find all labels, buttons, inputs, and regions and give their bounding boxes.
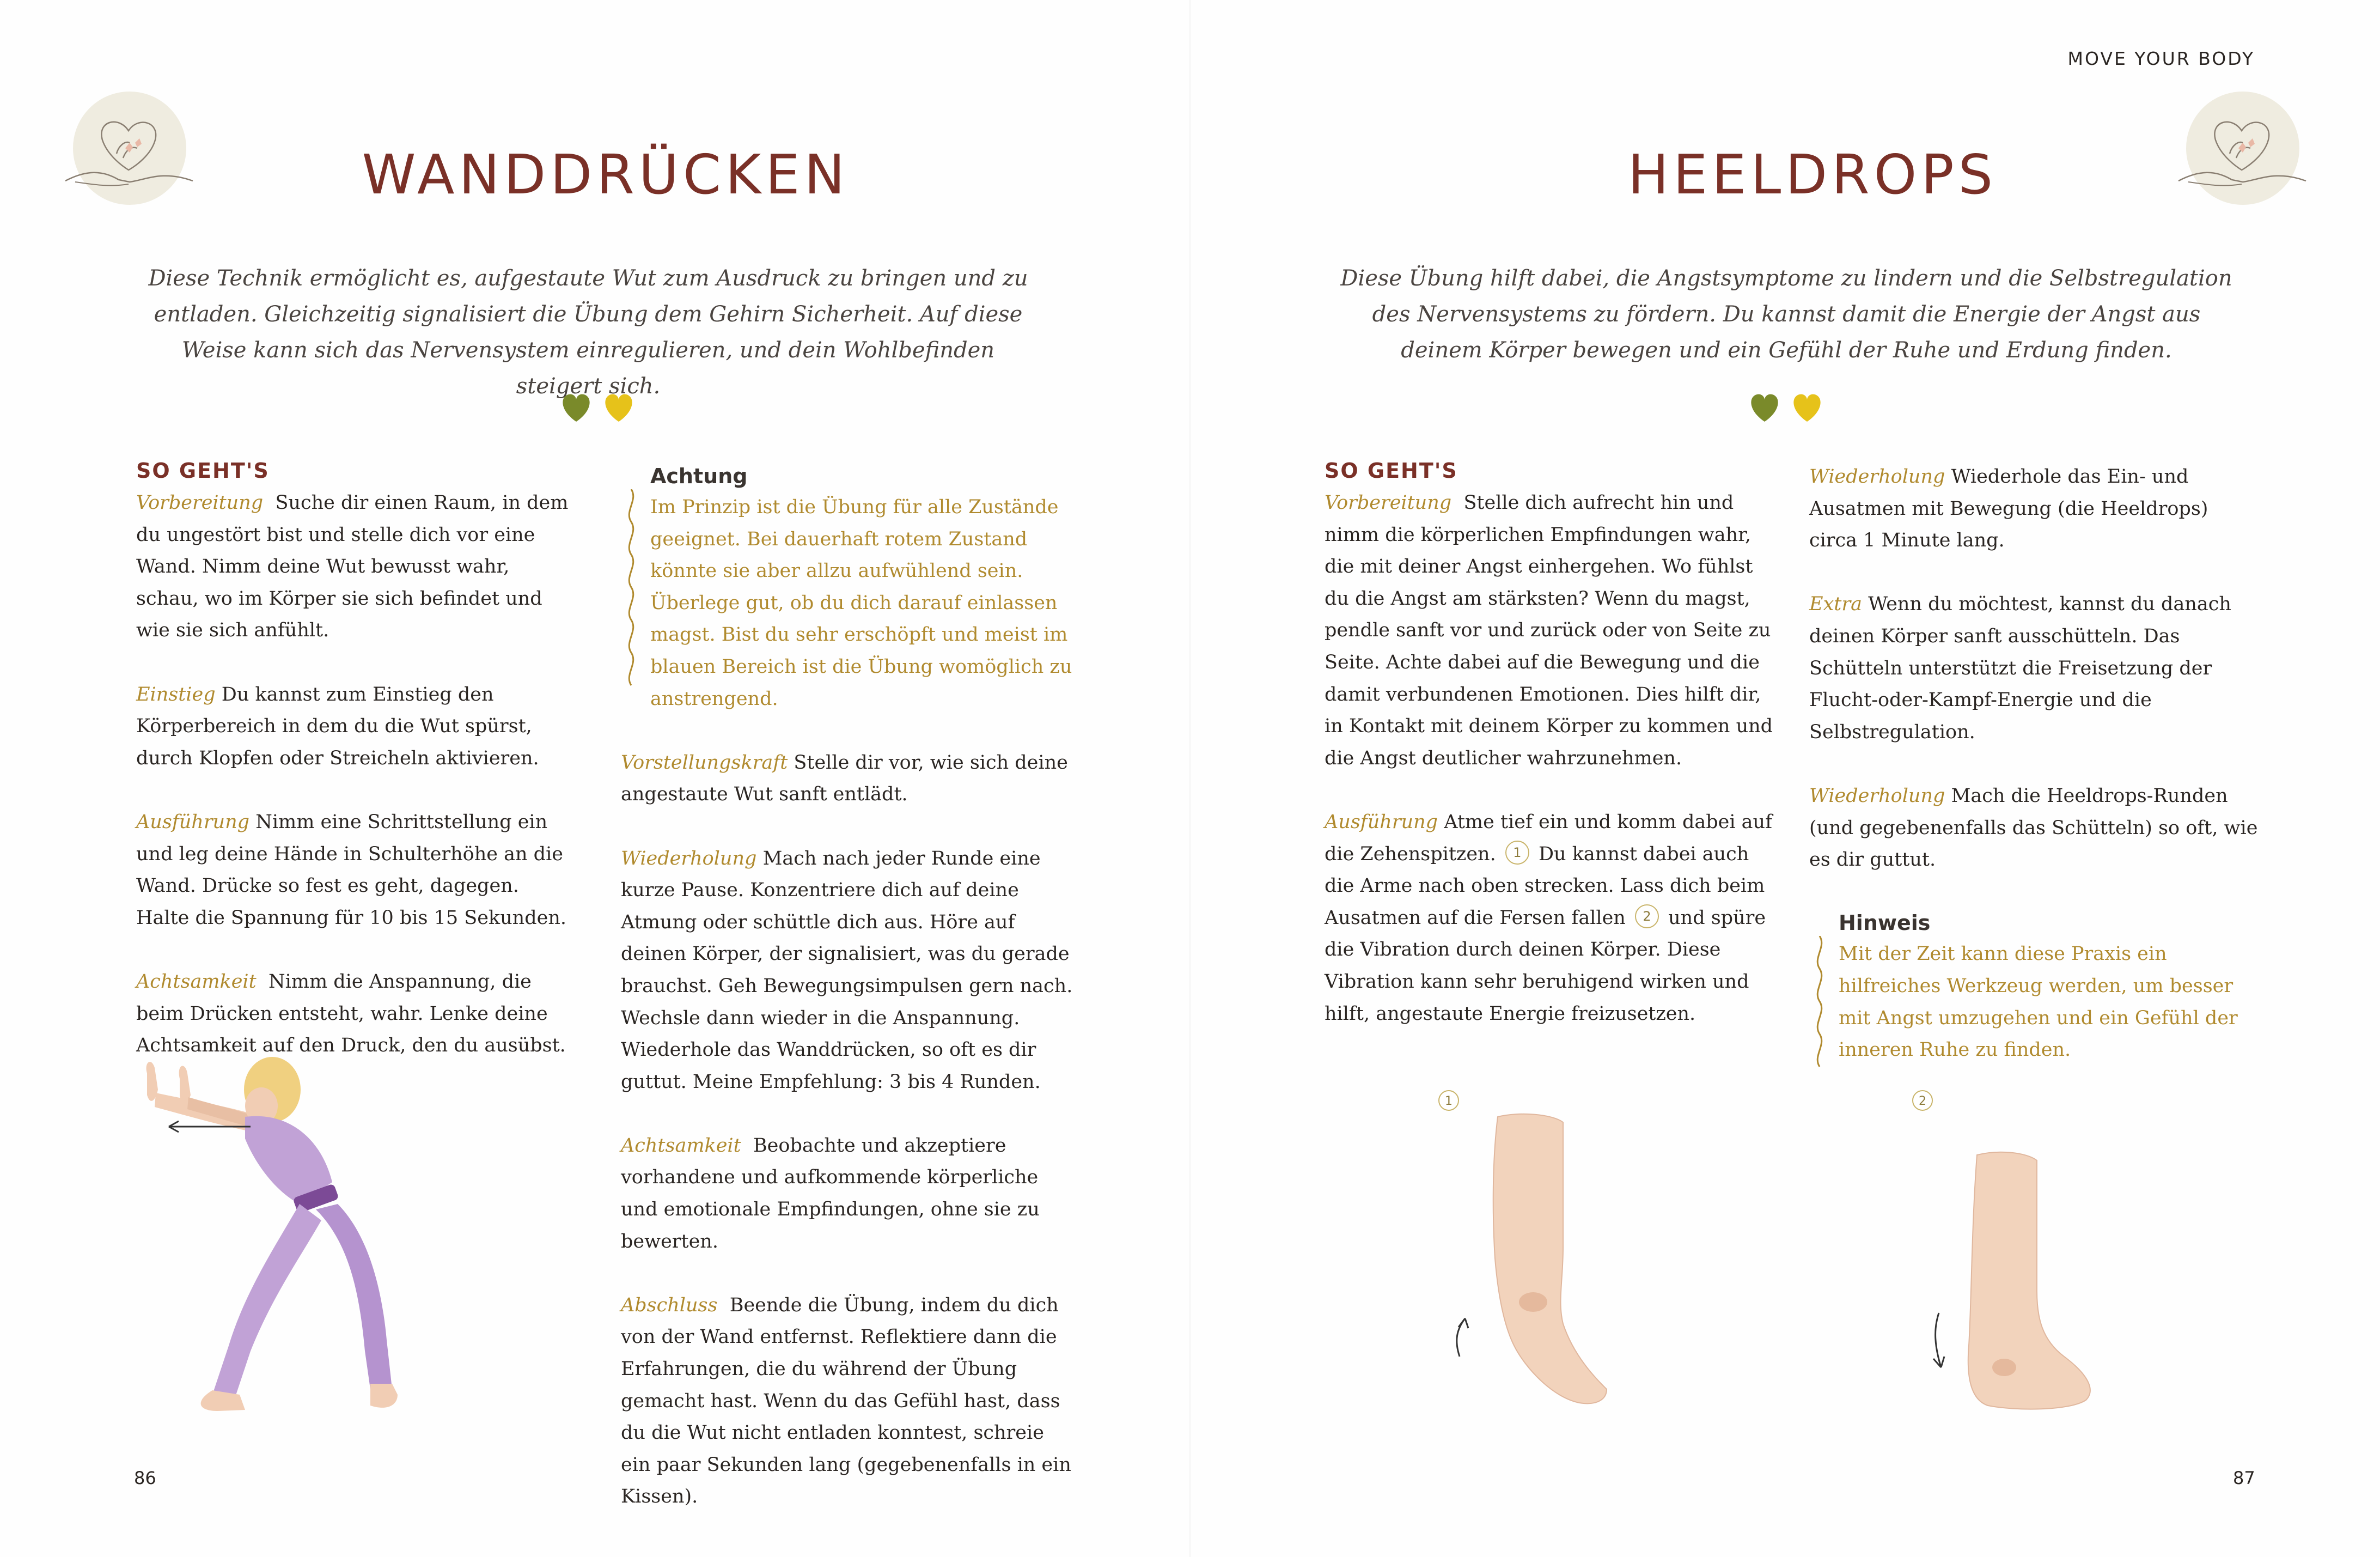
step-label: Wiederholung xyxy=(621,847,757,869)
note-text: Im Prinzip ist die Übung für alle Zustände geeignet. Bei dauerhaft rotem Zustand könnte sie aber allzu aufwühlend sein. Überlege gut, ob du dich darauf einlassen magst. Bist du sehr erschöpft und meist im blauen Bereich ist die Übung womöglich zu anstrengend. xyxy=(650,496,1072,710)
step-paragraph xyxy=(1809,780,2261,876)
step-paragraph xyxy=(621,1290,1073,1513)
book-gutter xyxy=(1189,0,1191,1557)
hint-note xyxy=(1809,908,2261,1066)
step-label: Vorbereitung xyxy=(136,492,264,514)
status-hearts-icon xyxy=(1746,390,1828,425)
step-label: Einstieg xyxy=(136,683,216,705)
right-instructions-column-2 xyxy=(1809,461,2261,1098)
step-text: und spüre die Vibration durch deinen Körper. Diese Vibration kann sehr beruhigend wirken und hilft, angestaute Energie freizusetzen. xyxy=(1325,907,1766,1025)
step-paragraph xyxy=(136,487,572,647)
intro-text-right: Diese Übung hilft dabei, die Angstsymptome zu lindern und die Selbstregulation des Nervensystems zu fördern. Du kannst damit die Energie der Angst aus deinem Körper bewegen und ein Gefühl der Ruhe und Erdung finden. xyxy=(1340,266,2232,363)
note-heading: Hinweis xyxy=(1839,911,1931,935)
page-number-right: 87 xyxy=(2233,1468,2255,1488)
figure-number-badge: 2 xyxy=(1635,904,1659,928)
step-text: Atme tief ein und komm dabei auf die Zehenspitzen. xyxy=(1325,811,1773,865)
hands-heart-emblem-icon xyxy=(2177,88,2308,214)
running-head: MOVE YOUR BODY xyxy=(2067,48,2255,69)
step-text: Nimm eine Schrittstellung ein und leg deine Hände in Schulterhöhe an die Wand. Drücke so fest es geht, dagegen. Halte die Spannung für 10 bis 15 Sekunden. xyxy=(136,811,566,929)
figure-number: 1 xyxy=(1445,1094,1453,1108)
hands-heart-emblem-icon xyxy=(64,88,195,214)
step-text: Beende die Übung, indem du dich von der Wand entfernst. Reflektiere dann die Erfahrungen, die du während der Übung gemacht hast. Wenn du das Gefühl hast, dass du die Wut nicht entladen konntest, schreie ein paar Sekunden lang (gegebenenfalls in ein Kissen). xyxy=(621,1294,1071,1508)
wavy-line-icon xyxy=(1811,936,1828,1078)
step-label: Vorstellungskraft xyxy=(621,751,788,774)
step-text: Beobachte und akzeptiere vorhandene und aufkommende körperliche und emotionale Empfindungen, ohne sie zu bewerten. xyxy=(621,1134,1040,1252)
step-label: Extra xyxy=(1809,593,1862,616)
figure-number: 2 xyxy=(1919,1094,1926,1108)
step-label: Vorbereitung xyxy=(1325,492,1452,514)
step-text: Mach die Heeldrops-Runden (und gegebenenfalls das Schütteln) so oft, wie es dir guttut. xyxy=(1809,784,2258,871)
figure-number-badge: 1 xyxy=(1505,841,1529,865)
step-label: Achtsamkeit xyxy=(621,1134,741,1157)
right-instructions-column xyxy=(1325,457,1777,1030)
step-text: Mach nach jeder Runde eine kurze Pause. Konzentriere dich auf deine Atmung oder schüttle dich aus. Höre auf deinen Körper, der signalisiert, was du gerade brauchst. Geh Bewegungsimpulsen gern nach. Wechsle dann wieder in die Anspannung. Wiederhole das Wanddrücken, so oft es dir guttut. Meine Empfehlung: 3 bis 4 Runden. xyxy=(621,847,1073,1093)
intro-text-left: Diese Technik ermöglicht es, aufgestaute Wut zum Ausdruck zu bringen und zu entladen. Gleichzeitig signalisiert die Übung dem Gehirn Sicherheit. Auf diese Weise kann sich das Nervensystem einregulieren, und dein Wohlbefinden steigert sich. xyxy=(148,266,1028,399)
step-paragraph xyxy=(1809,588,2261,748)
section-heading: SO GEHT'S xyxy=(1325,459,1458,483)
step-text: Wiederhole das Ein- und Ausatmen mit Bewegung (die Heeldrops) circa 1 Minute lang. xyxy=(1809,466,2208,552)
foot-raised-illustration xyxy=(1432,1084,1639,1427)
step-text: Stelle dich aufrecht hin und nimm die körperlichen Empfindungen wahr, die mit deiner Angst einhergehen. Wo fühlst du die Angst am stärksten? Wenn du magst, pendle sanft vor und zurück oder von Seite zu Seite. Achte dabei auf die Bewegung und die damit verbundenen Emotionen. Dies hilft dir, in Kontakt mit deinem Körper zu kommen und die Angst deutlicher wahrzunehmen. xyxy=(1325,492,1773,769)
step-text: Nimm die Anspannung, die beim Drücken entsteht, wahr. Lenke deine Achtsamkeit auf den Druck, den du ausübst. xyxy=(136,970,566,1057)
page-title-right: HEELDROPS xyxy=(1627,143,1998,206)
wall-push-illustration xyxy=(136,1057,506,1438)
warning-note xyxy=(621,461,1073,715)
step-label: Wiederholung xyxy=(1809,466,1945,488)
step-paragraph-execution xyxy=(1325,806,1777,1030)
left-instructions-column xyxy=(136,457,572,1062)
note-heading: Achtung xyxy=(650,464,748,488)
step-text: Du kannst dabei auch die Arme nach oben strecken. Lass dich beim Ausatmen auf die Fersen fallen xyxy=(1325,843,1765,929)
step-paragraph xyxy=(136,679,572,775)
step-paragraph xyxy=(1325,487,1777,774)
step-label: Ausführung xyxy=(1325,811,1438,833)
step-text: Wenn du möchtest, kannst du danach deinen Körper sanft ausschütteln. Das Schütteln unterstützt die Freisetzung der Flucht-oder-Kampf-Energie und die Selbstregulation. xyxy=(1809,593,2231,743)
step-text: Stelle dir vor, wie sich deine angestaute Wut sanft entlädt. xyxy=(621,751,1068,806)
page-number-left: 86 xyxy=(134,1468,156,1488)
step-paragraph xyxy=(621,747,1073,811)
section-heading: SO GEHT'S xyxy=(136,459,270,483)
status-hearts-icon xyxy=(558,390,639,425)
page-title-left: WANDDRÜCKEN xyxy=(362,143,850,206)
left-instructions-column-2 xyxy=(621,461,1073,1513)
step-paragraph xyxy=(621,1130,1073,1257)
step-label: Abschluss xyxy=(621,1294,718,1316)
step-paragraph xyxy=(621,843,1073,1098)
wavy-line-icon xyxy=(623,489,639,691)
step-label: Wiederholung xyxy=(1809,784,1945,807)
foot-flat-illustration xyxy=(1906,1084,2113,1427)
step-text: Suche dir einen Raum, in dem du ungestört bist und stelle dich vor eine Wand. Nimm deine Wut bewusst wahr, schau, wo im Körper sie sich befindet und wie sie sich anfühlt. xyxy=(136,492,569,642)
note-text: Mit der Zeit kann diese Praxis ein hilfreiches Werkzeug werden, um besser mit Angst umzugehen und ein Gefühl der inneren Ruhe zu finden. xyxy=(1839,943,2238,1061)
step-label: Achtsamkeit xyxy=(136,970,257,993)
step-paragraph xyxy=(1809,461,2261,557)
step-paragraph xyxy=(136,806,572,934)
step-label: Ausführung xyxy=(136,811,250,833)
step-text: Du kannst zum Einstieg den Körperbereich in dem du die Wut spürst, durch Klopfen oder Streicheln aktivieren. xyxy=(136,683,539,769)
step-paragraph xyxy=(136,966,572,1062)
